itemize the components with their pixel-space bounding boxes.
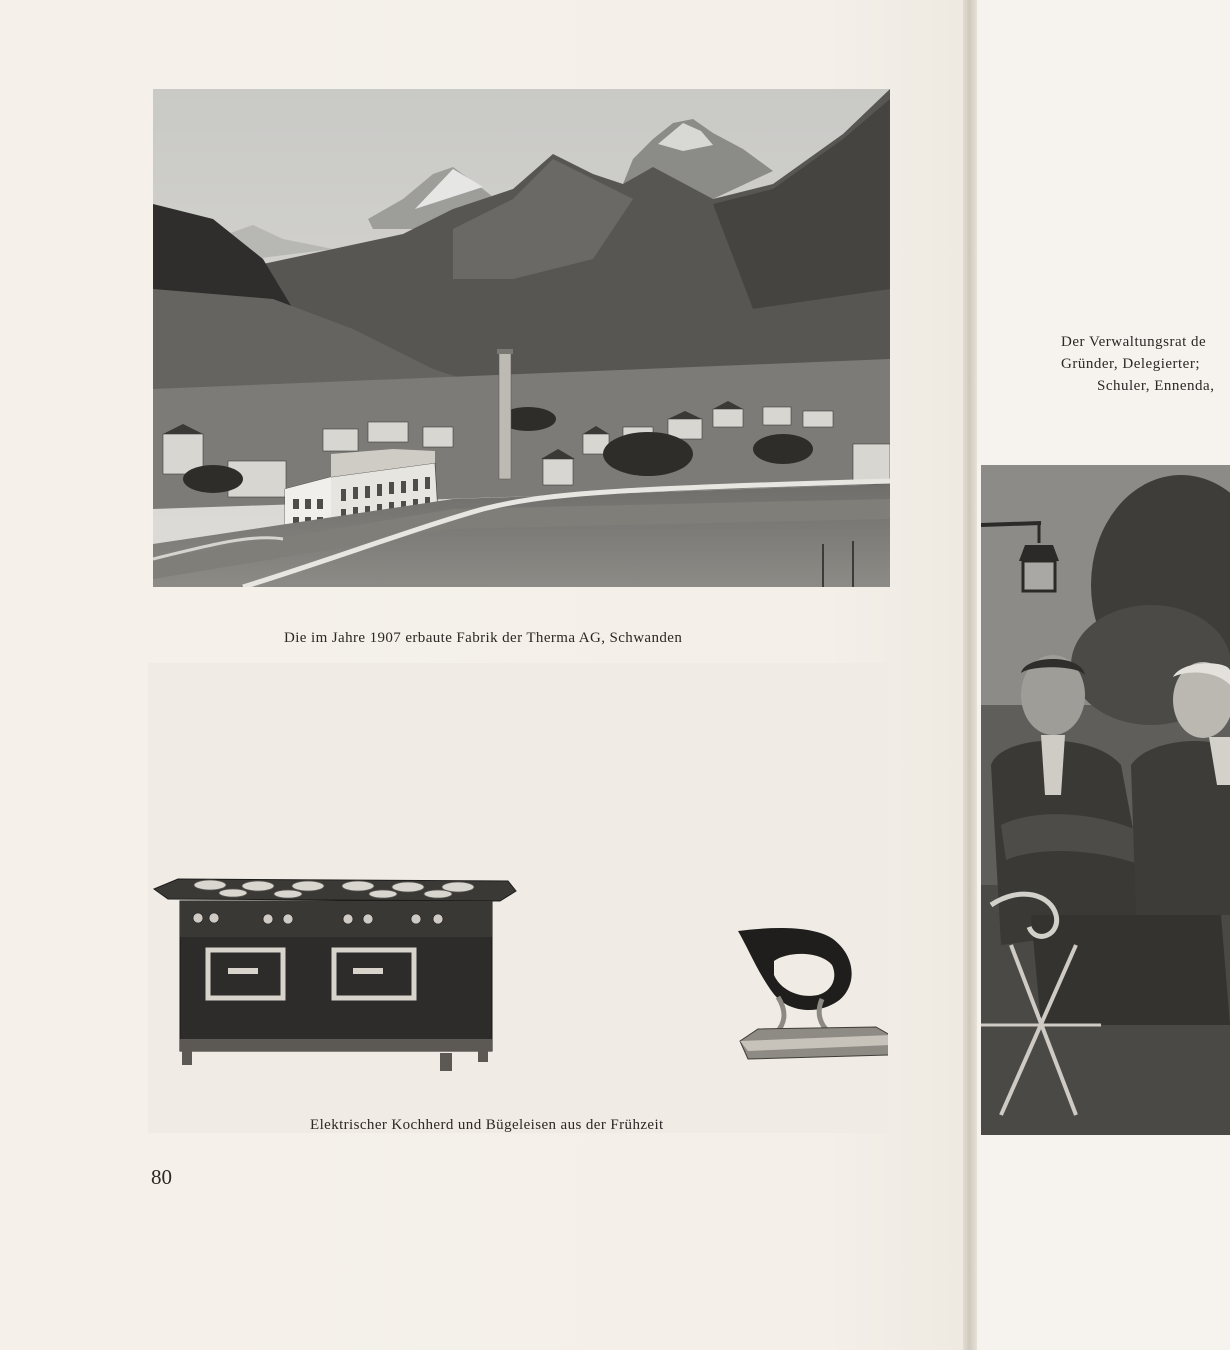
- board-members-photo: [981, 465, 1230, 1135]
- factory-photo-caption: Die im Jahre 1907 erbaute Fabrik der Therma AG, Schwanden: [284, 630, 683, 646]
- appliances-caption: Elektrischer Kochherd und Bügeleisen aus der Frühzeit: [310, 1117, 664, 1133]
- page-number: 80: [151, 1165, 172, 1189]
- factory-valley-photo: [153, 89, 890, 587]
- appliances-photo: [148, 663, 888, 1133]
- book-gutter: [963, 0, 977, 1350]
- right-caption-line-2: Gründer, Delegierter;: [1061, 356, 1201, 372]
- factory-valley-illustration: [153, 89, 890, 587]
- right-caption-line-3: Schuler, Ennenda,: [1097, 378, 1215, 394]
- board-members-illustration: [981, 465, 1230, 1135]
- right-caption-line-1: Der Verwaltungsrat de: [1061, 334, 1207, 350]
- appliances-illustration: [148, 663, 888, 1133]
